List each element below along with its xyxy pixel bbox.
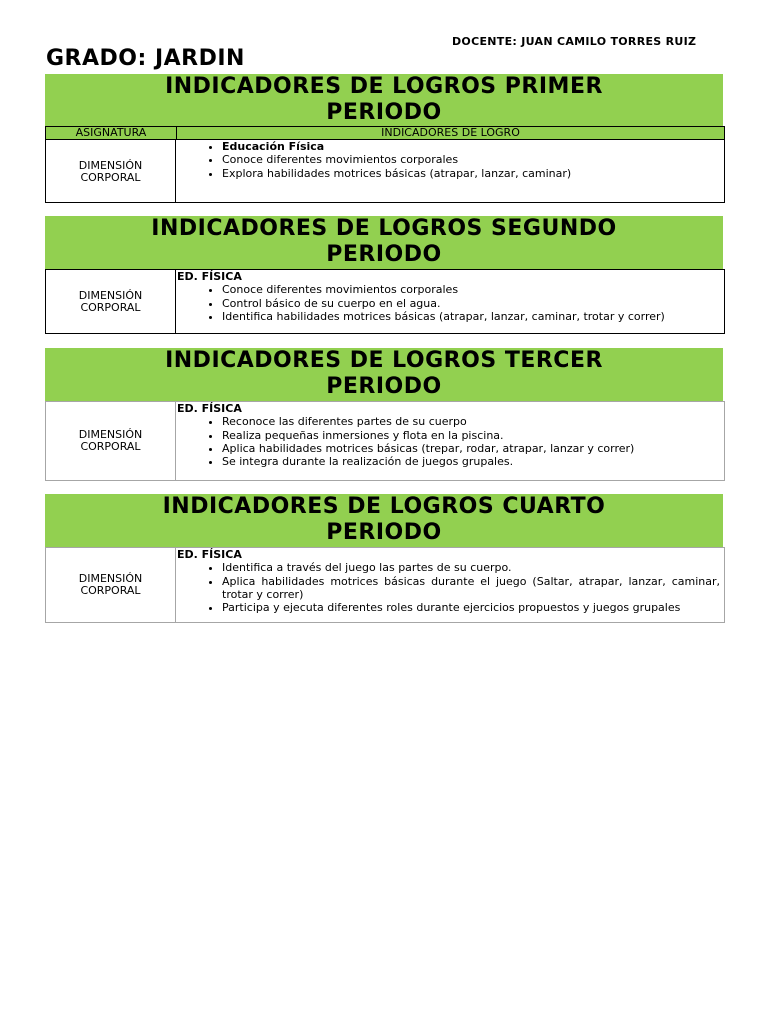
period-1-area (46, 140, 176, 203)
period-3-title-line1: INDICADORES DE LOGROS TERCER (165, 348, 603, 373)
period-4-table (45, 547, 725, 623)
period-3-area (46, 402, 176, 480)
period-3-indicators (176, 402, 724, 480)
area-line1: DIMENSIÓN (78, 428, 143, 441)
period-1-banner (45, 74, 723, 126)
indicator-item: • Aplica habilidades motrices básicas durante el juego (Saltar, atrapar, lanzar, caminar, trotar y correr) (222, 575, 720, 602)
period-1-row (46, 140, 724, 203)
period-2-table (45, 269, 725, 334)
period-2-row (46, 270, 724, 333)
indicator-item: • Identifica habilidades motrices básicas (atrapar, lanzar, caminar, trotar y correr) (222, 310, 720, 323)
period-1-title-line1: INDICADORES DE LOGROS PRIMER (165, 74, 603, 99)
period-3-title-line2: PERIODO (326, 374, 442, 399)
period-3-row (46, 402, 724, 480)
indicator-item: • Conoce diferentes movimientos corporales (222, 283, 720, 296)
period-2-banner (45, 216, 723, 269)
subject-label: ED. FÍSICA (177, 548, 242, 561)
period-4-title-line2: PERIODO (326, 520, 442, 545)
period-2-indicators (176, 270, 724, 333)
period-1-table (45, 126, 725, 203)
indicator-item: • Control básico de su cuerpo en el agua. (222, 297, 720, 310)
docente-label: DOCENTE: JUAN CAMILO TORRES RUIZ (452, 35, 697, 48)
indicator-item: • Participa y ejecuta diferentes roles durante ejercicios propuestos y juegos grupales (222, 601, 720, 614)
col-indicadores: INDICADORES DE LOGRO (381, 126, 520, 139)
period-4-row (46, 548, 724, 622)
period-1-indicators (176, 140, 724, 203)
indicator-item: • Aplica habilidades motrices básicas (trepar, rodar, atrapar, lanzar y correr) (222, 442, 720, 455)
col-asignatura: ASIGNATURA (46, 127, 177, 139)
period-3-table (45, 401, 725, 481)
period-1-table-header (46, 127, 724, 140)
grado-title: GRADO: JARDIN (46, 46, 245, 71)
period-3-banner (45, 348, 723, 401)
subject-label: ED. FÍSICA (177, 270, 242, 283)
indicator-item: • Realiza pequeñas inmersiones y flota en la piscina. (222, 429, 720, 442)
period-2-title-line1: INDICADORES DE LOGROS SEGUNDO (151, 216, 617, 241)
period-4-area (46, 548, 176, 622)
subject-label: ED. FÍSICA (177, 402, 242, 415)
area-line2: CORPORAL (80, 440, 141, 453)
indicator-item: • Conoce diferentes movimientos corporales (222, 153, 720, 166)
period-2-area (46, 270, 176, 333)
indicator-item: • Identifica a través del juego las partes de su cuerpo. (222, 561, 720, 574)
area-line2: CORPORAL (80, 584, 141, 597)
period-4-banner (45, 494, 723, 547)
period-1-title-line2: PERIODO (326, 100, 442, 125)
area-line1: DIMENSIÓN (78, 158, 143, 172)
indicator-item: • Se integra durante la realización de juegos grupales. (222, 455, 720, 468)
area-line1: DIMENSIÓN (78, 572, 143, 585)
area-line2: CORPORAL (80, 300, 141, 314)
indicator-item: • Explora habilidades motrices básicas (atrapar, lanzar, caminar) (222, 167, 720, 180)
period-4-indicators (176, 548, 724, 622)
indicator-item: • Reconoce las diferentes partes de su cuerpo (222, 415, 720, 428)
indicator-item: • Educación Física (222, 140, 720, 153)
period-4-title-line1: INDICADORES DE LOGROS CUARTO (162, 494, 606, 519)
area-line1: DIMENSIÓN (78, 288, 143, 302)
area-line2: CORPORAL (80, 170, 141, 184)
period-2-title-line2: PERIODO (326, 242, 442, 267)
